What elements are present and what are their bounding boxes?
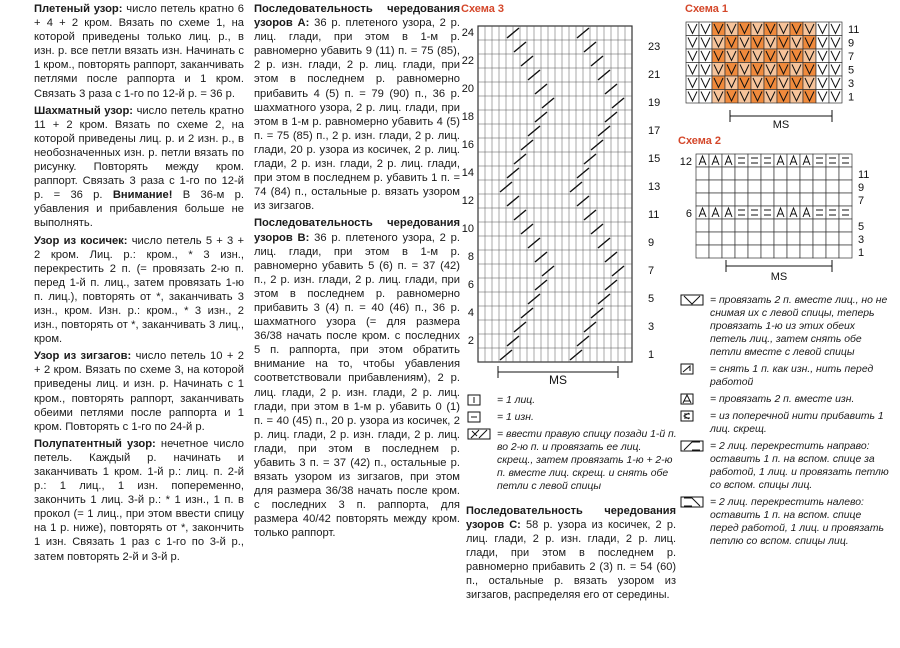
scheme-3-row-label: 18 <box>461 111 474 123</box>
sequence-b-paragraph: Последовательность чередования узоров В: 36 р. плетеного узора, 2 р. лиц. глади, при этом в 1-м р. равномерно убавить 5 (6) п. = 37 (42) п., 2 р. изн. глади, 2 р. лиц. глади, при этом в последнем р. равномерно прибавить 3 (4) п. = 40 (46) п., 36 р. шахматного узора (= для размера 36/38 начать после кром. с последних 5 п. раппорта, при этом обратить внимание на то, чтобы убавления соответствовали прибавлениям), 2 р. лиц. глади, 2 р. изн. глади, 2 р. лиц. глади, при этом в 1-м р. убавить 0 (1) п. = 40 (45) п., 20 р. узора из косичек, 2 р. лиц. глади, 2 р. изн. глади, 2 р. лиц. глади, при этом в последнем р. убавить 3 п. = 37 (42) п., остальные р. вязать узором из зигзагов, при этом для размера 36/38 начать после кром. с последних 3 п. раппорта, для размера 40/42 повторять между кром. только раппорт. <box>254 217 460 540</box>
scheme-3-chart <box>458 22 668 392</box>
scheme-3-row-label: 9 <box>648 237 655 249</box>
scheme-2-row-label: 1 <box>858 247 865 259</box>
scheme-2-cell <box>800 193 813 206</box>
text-column-3 <box>466 504 676 605</box>
scheme-2-cell <box>826 193 839 206</box>
legend-middle <box>467 394 677 497</box>
legend-right <box>680 294 890 552</box>
scheme-3-svg <box>458 22 668 387</box>
scheme-3-row-label: 7 <box>648 265 655 277</box>
scheme-2-cell <box>709 232 722 245</box>
scheme-2-cell <box>761 154 774 167</box>
sequence-a-paragraph: Последовательность чередования узоров А: 36 р. плетеного узора, 2 р. лиц. глади, при этом в 1-м р. равномерно убавить 9 (11) п. = 75 (85), 2 р. изн. глади, 2 р. лиц. глади, при этом в последнем р. равномерно прибавить 4 (5) п. = 79 (90) п., 36 р. шахматного узора, 2 р. лиц. глади, при этом в 1-м р. равномерно убавить 4 (5) п. = 75 (85) п., 2 р. изн. глади, 2 р. лиц. глади, 20 р. узора из косичек, 2 р. лиц. глади, 2 р. изн. глади, 2 р. лиц. глади, при этом в последнем р. убавить 1 п. = 74 (84) п., остальные р. вязать узором из зигзагов. <box>254 3 460 213</box>
scheme-2-cell <box>774 180 787 193</box>
scheme-2-cell <box>709 180 722 193</box>
scheme-2-cell <box>774 219 787 232</box>
scheme-2-cell <box>813 219 826 232</box>
scheme-2-cell <box>787 219 800 232</box>
scheme-2-cell <box>774 193 787 206</box>
scheme-2-cell <box>787 180 800 193</box>
scheme-2-cell <box>774 167 787 180</box>
scheme-2-cell <box>826 167 839 180</box>
scheme-1-svg <box>682 20 872 132</box>
legend-cross: = ввести правую спицу позади 1-й п. во 2-ю п. и провязать ее лиц. скрещ., затем провязать 1-ю + 2-ю п. вместе лиц. скрещ. и снять обе петли с левой спицы <box>467 428 677 493</box>
scheme-2-row-label: 5 <box>858 221 865 233</box>
scheme-3-row-label: 22 <box>461 55 474 67</box>
scheme-3-row-label: 23 <box>648 41 661 53</box>
scheme-2-cell <box>761 193 774 206</box>
braids-pattern-paragraph: Узор из косичек: число петель 5 + 3 + 2 кром. Лиц. р.: кром., * 3 изн., перекрестить 2 п. (= провязать 2-ю п. перед 1-й п. лиц., затем провязать 1-ю п. лиц.), повторять от *, заканчивать 3 изн., кром. Изн. р.: кром., * 3 изн., 2 изн., повторять от *, заканчивать 3 лиц., кром. <box>34 234 244 346</box>
sequence-c-paragraph: Последовательность чередования узоров С: 58 р. узора из косичек, 2 р. лиц. глади, 2 р. изн. глади, 2 р. лиц. глади, при этом в последнем р. равномерно прибавить 2 (3) п. = 54 (60) п., остальные р. вязать узором из зигзагов, распределяя его от середины. <box>466 505 676 601</box>
scheme-2-row-label: 11 <box>858 169 870 181</box>
scheme-2-cell <box>761 206 774 219</box>
scheme-2-cell <box>748 232 761 245</box>
scheme-3-row-label: 21 <box>648 69 661 81</box>
scheme-2-cell <box>839 167 852 180</box>
scheme-2-cell <box>735 219 748 232</box>
legend-purl: = 1 изн. <box>467 411 677 424</box>
scheme-2-cell <box>761 219 774 232</box>
scheme-3-row-label: 11 <box>648 209 660 221</box>
scheme-2-cell <box>748 206 761 219</box>
scheme-2-cell <box>735 180 748 193</box>
legend-slip: = снять 1 п. как изн., нить перед работой <box>680 363 890 389</box>
scheme-2-cell <box>826 154 839 167</box>
scheme-2-cell <box>839 219 852 232</box>
scheme-2-cell <box>709 167 722 180</box>
scheme-2-cell <box>800 219 813 232</box>
legend-knit: = 1 лиц. <box>467 394 677 407</box>
legend-cross-left: = 2 лиц. перекрестить налево: оставить 1 п. на вспом. спице перед работой, 1 лиц. и провязать петлю со вспом. спицы лиц. <box>680 496 890 548</box>
scheme-3-title: Схема 3 <box>461 3 505 15</box>
knit-symbol-icon <box>467 394 493 406</box>
make-one-symbol-icon <box>680 410 706 422</box>
scheme-2-cell <box>839 154 852 167</box>
scheme-2-cell <box>774 232 787 245</box>
scheme-2-cell <box>735 206 748 219</box>
scheme-3-row-label: 1 <box>648 349 655 361</box>
scheme-2-title: Схема 2 <box>678 135 722 147</box>
scheme-1-ms-label: MS <box>772 119 790 131</box>
scheme-2-row-label: 9 <box>858 182 865 194</box>
scheme-2-cell <box>826 232 839 245</box>
scheme-3-row-label: 24 <box>461 27 474 39</box>
scheme-2-cell <box>709 245 722 258</box>
scheme-2-cell <box>735 193 748 206</box>
scheme-3-row-label: 17 <box>648 125 661 137</box>
scheme-2-cell <box>735 154 748 167</box>
scheme-3-row-label: 14 <box>461 167 474 179</box>
scheme-2-cell <box>813 193 826 206</box>
scheme-3-row-label: 12 <box>461 195 474 207</box>
scheme-2-cell <box>826 206 839 219</box>
scheme-2-cell <box>748 245 761 258</box>
scheme-3-row-label: 13 <box>648 181 661 193</box>
scheme-3-row-label: 8 <box>467 251 474 263</box>
scheme-2-cell <box>839 232 852 245</box>
scheme-2-cell <box>787 193 800 206</box>
scheme-2-cell <box>787 245 800 258</box>
legend-p2tog: = провязать 2 п. вместе изн. <box>680 393 890 406</box>
scheme-2-cell <box>813 180 826 193</box>
scheme-1-row-label: 3 <box>848 78 855 90</box>
scheme-2-cell <box>800 167 813 180</box>
scheme-2-cell <box>748 167 761 180</box>
scheme-2-cell <box>696 180 709 193</box>
scheme-2-cell <box>813 232 826 245</box>
half-fisherman-paragraph: Полупатентный узор: нечетное число петель. Каждый р. начинать и заканчивать 1 кром. 1-й р.: лиц. п. 2-й р.: 1 лиц., 1 изн. попеременно, закончить 1 лиц. 3-й р.: * 1 изн., 1 п. в прокол (= 1 лиц., при этом ввести спицу на 1 р. ниже), повторять от *, закончить 1 изн. Связать 1 раз с 1-го по 3-й р., затем повторять 2-й и 3-й р. <box>34 437 245 563</box>
scheme-3-row-label: 4 <box>467 307 474 319</box>
scheme-2-cell <box>774 245 787 258</box>
scheme-1-row-label: 7 <box>848 51 855 63</box>
scheme-2-cell <box>722 193 735 206</box>
scheme-2-cell <box>722 219 735 232</box>
text-column-2 <box>254 2 460 544</box>
zigzag-pattern-paragraph: Узор из зигзагов: число петель 10 + 2 + 2 кром. Вязать по схеме 3, на которой приведены лиц. и изн. р. Начинать с 1 кром., повторять раппорт, заканчивать обеими петлями после раппорта и 1 кром. Повторять с 1-го по 24-й р. <box>34 350 244 433</box>
purl-symbol-icon <box>467 411 493 423</box>
legend-k2tog-hold: = провязать 2 п. вместе лиц., но не снимая их с левой спицы, теперь провязать 1-ю из этих обеих петель лиц., затем снять обе петли вместе с левой спицы <box>680 294 890 359</box>
scheme-1-title: Схема 1 <box>685 3 729 15</box>
scheme-2-cell <box>735 232 748 245</box>
scheme-1-chart <box>682 20 872 137</box>
scheme-2-svg <box>676 152 876 284</box>
scheme-3-row-label: 3 <box>648 321 655 333</box>
scheme-3-row-label: 2 <box>467 335 474 347</box>
checker-pattern-paragraph: Шахматный узор: число петель кратно 11 + 2 кром. Вязать по схеме 2, на которой приведены лиц. р. и 2 изн. р., в необозначенных изн. р. петли вязать по рисунку. Повторять между кром. раппорт. Связать 3 раза с 1-го по 12-й р. = 36 р. Внимание! В 36-м р. убавления и прибавления больше не выполнять. <box>34 104 245 230</box>
scheme-2-cell <box>748 180 761 193</box>
scheme-2-cell <box>735 167 748 180</box>
legend-make-one: = из поперечной нити прибавить 1 лиц. скрещ. <box>680 410 890 436</box>
scheme-2-cell <box>696 193 709 206</box>
scheme-2-cell <box>813 167 826 180</box>
legend-cross-right: = 2 лиц. перекрестить направо: оставить 1 п. на вспом. спице за работой, 1 лиц. и провязать петлю со вспом. спицы лиц. <box>680 440 890 492</box>
scheme-2-cell <box>748 154 761 167</box>
scheme-2-cell <box>696 167 709 180</box>
scheme-2-cell <box>722 232 735 245</box>
scheme-2-cell <box>722 245 735 258</box>
scheme-2-cell <box>735 245 748 258</box>
scheme-2-cell <box>813 245 826 258</box>
scheme-2-cell <box>800 245 813 258</box>
scheme-2-cell <box>761 232 774 245</box>
scheme-2-cell <box>696 232 709 245</box>
scheme-2-row-label: 6 <box>685 208 692 220</box>
scheme-3-row-label: 19 <box>648 97 661 109</box>
scheme-2-cell <box>748 193 761 206</box>
scheme-2-chart <box>676 152 876 289</box>
scheme-2-cell <box>709 219 722 232</box>
scheme-2-cell <box>800 232 813 245</box>
scheme-2-cell <box>748 219 761 232</box>
scheme-2-cell <box>839 180 852 193</box>
cross-left-symbol-icon <box>680 496 706 508</box>
scheme-2-cell <box>826 180 839 193</box>
scheme-2-row-label: 7 <box>858 195 865 207</box>
scheme-2-cell <box>761 167 774 180</box>
twisted-cross-symbol-icon <box>467 428 493 440</box>
scheme-2-cell <box>722 180 735 193</box>
scheme-2-cell <box>696 245 709 258</box>
k2tog-hold-symbol-icon <box>680 294 706 306</box>
scheme-2-cell <box>761 180 774 193</box>
scheme-1-row-label: 11 <box>848 24 860 36</box>
scheme-2-cell <box>722 167 735 180</box>
slip-symbol-icon <box>680 363 706 375</box>
scheme-1-row-label: 9 <box>848 37 855 50</box>
scheme-3-row-label: 6 <box>467 279 474 291</box>
scheme-3-ms-label: MS <box>549 373 567 387</box>
scheme-1-row-label: 1 <box>848 91 855 104</box>
scheme-2-cell <box>813 206 826 219</box>
scheme-2-cell <box>787 167 800 180</box>
scheme-2-row-label: 12 <box>679 156 692 168</box>
scheme-2-cell <box>839 193 852 206</box>
scheme-3-row-label: 5 <box>648 293 655 305</box>
scheme-2-cell <box>839 245 852 258</box>
scheme-2-cell <box>709 193 722 206</box>
scheme-2-cell <box>696 219 709 232</box>
scheme-2-cell <box>826 219 839 232</box>
scheme-2-cell <box>761 245 774 258</box>
scheme-3-row-label: 20 <box>461 83 474 95</box>
scheme-3-row-label: 16 <box>461 139 474 151</box>
scheme-2-cell <box>813 154 826 167</box>
scheme-1-row-label: 5 <box>848 64 855 77</box>
scheme-2-cell <box>800 180 813 193</box>
scheme-2-cell <box>787 232 800 245</box>
scheme-2-ms-label: MS <box>770 271 788 283</box>
scheme-3-row-label: 10 <box>461 223 474 235</box>
p2tog-symbol-icon <box>680 393 706 405</box>
scheme-2-cell <box>839 206 852 219</box>
scheme-2-row-label: 3 <box>858 234 865 246</box>
plaited-pattern-paragraph: Плетеный узор: число петель кратно 6 + 4 + 2 кром. Вязать по схеме 1, на которой приведены только лиц. р., в изн. р. все петли вязать изн. Начинать с 1 кром., повторять раппорт, заканчивать петлями после раппорта и 1 кром. Связать 3 раза с 1-го по 12-й р. = 36 р. <box>34 3 245 100</box>
scheme-3-row-label: 15 <box>648 153 661 165</box>
scheme-2-cell <box>826 245 839 258</box>
cross-right-symbol-icon <box>680 440 706 452</box>
text-column-1 <box>34 2 244 567</box>
